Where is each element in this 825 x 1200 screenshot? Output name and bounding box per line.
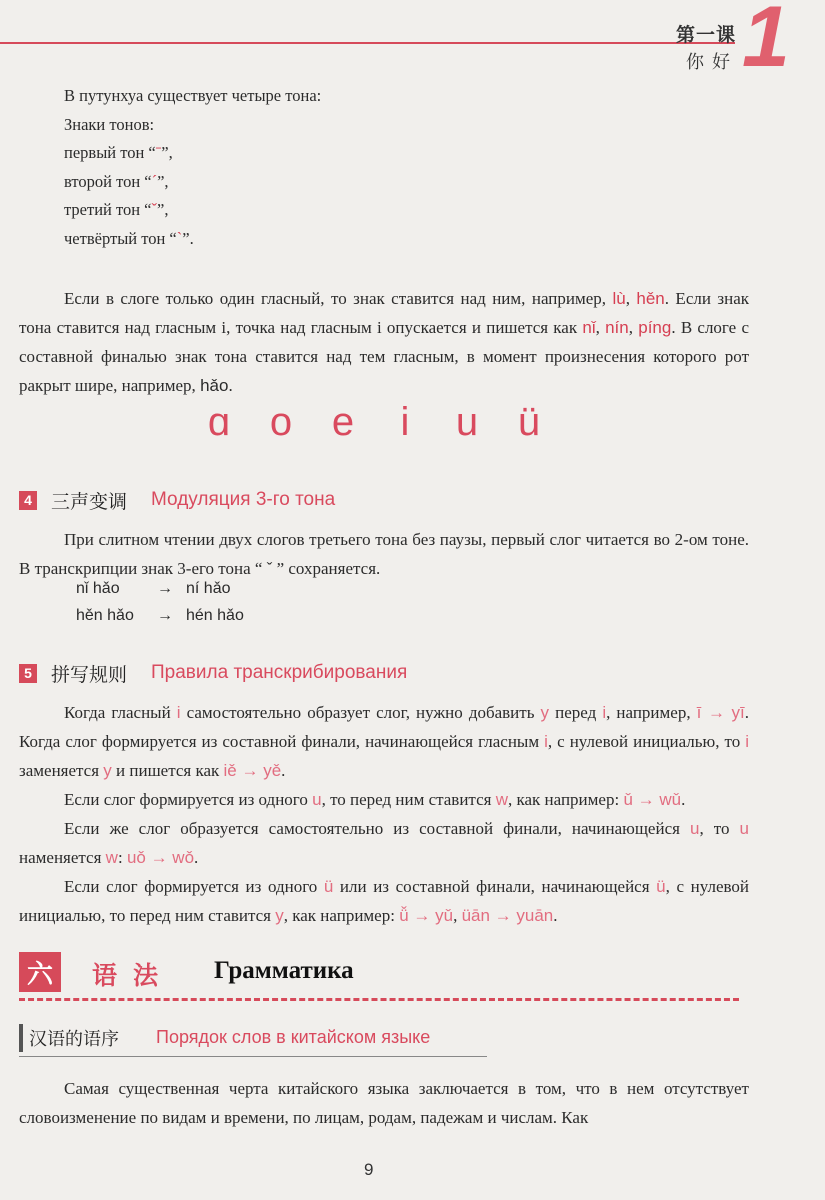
grammar-title-ru: Грамматика: [214, 957, 354, 984]
section-number-badge: 5: [19, 664, 37, 683]
dashed-divider: [19, 998, 739, 1001]
section-title-zh: 三声变调: [51, 490, 128, 513]
tones-intro: В путунхуа существует четыре тона:: [64, 86, 322, 105]
grammar-title-zh: 语法: [92, 961, 175, 990]
vowel: ɑ: [207, 400, 231, 444]
subheading-underline: [19, 1056, 487, 1057]
page-number: 9: [364, 1160, 374, 1179]
section-number-badge: 4: [19, 491, 37, 510]
tone-placement-paragraph: Если в слоге только один гласный, то знак ставится над ним, например, lù, hěn. Если знак тона ставится над гласным i, точка над гласным i опускается и пишется как nǐ, nín, píng. В слоге с составной финалью знак тона ставится над тем гласным, в момент произнесения которого рот ракрыт шире, например, hǎo.: [19, 289, 750, 395]
vowel: u: [455, 400, 479, 444]
section-5-heading: [19, 660, 407, 686]
example-from: hěn hǎo: [76, 607, 134, 624]
lesson-number: 1: [742, 0, 790, 85]
example-arrow: →: [157, 580, 173, 597]
vowel: i: [400, 400, 410, 444]
example-from: nǐ hǎo: [76, 580, 120, 597]
section-title-zh: 拼写规则: [51, 663, 128, 686]
tones-signs-label: Знаки тонов:: [64, 115, 155, 134]
tone-item-2: второй тон “ˊ”,: [64, 172, 169, 191]
header-rule: [0, 42, 735, 44]
grammar-text: Самая существенная черта китайского языка заключается в том, что в нем отсутствует словоизменение по видам и времени, по лицам, родам, падежам и числам. Как: [19, 1079, 749, 1127]
rule-paragraph: Если слог формируется из одного ü или из составной финали, начинающейся ü, с нулевой инициалью, то перед ним ставится y, как например: ǚ → yǔ, üān → yuān.: [19, 877, 749, 925]
lesson-title: 你好: [686, 52, 738, 73]
tone-item-1: первый тон “ˉ”,: [64, 143, 173, 162]
vowel: ü: [517, 400, 541, 444]
subheading-bar: [19, 1024, 23, 1052]
section-4-text: При слитном чтении двух слогов третьего тона без паузы, первый слог читается во 2-ом тоне. В транскрипции знак 3-его тона “ ˇ ” сохраняется.: [19, 530, 749, 578]
lesson-label: 第一课: [676, 24, 737, 46]
tone-mark: ˋ: [176, 229, 183, 248]
tone-mark: ˇ: [151, 200, 158, 219]
example-arrow: →: [157, 607, 173, 624]
section-5-text: [19, 698, 749, 930]
word-order-title-zh: 汉语的语序: [29, 1029, 119, 1050]
rule-paragraph: Если слог формируется из одного u, то перед ним ставится w, как например: ǔ → wǔ.: [64, 790, 686, 809]
section-title-ru: Модуляция 3-го тона: [151, 489, 336, 510]
section-title-ru: Правила транскрибирования: [151, 662, 408, 683]
example-to: ní hǎo: [186, 580, 231, 597]
example-to: hén hǎo: [186, 607, 244, 624]
tone-item-4: четвёртый тон “ˋ”.: [64, 229, 194, 248]
tone-mark: ˉ: [155, 143, 162, 162]
vowel: e: [331, 400, 355, 444]
tone-item-3: третий тон “ˇ”,: [64, 200, 169, 219]
vowel: o: [269, 400, 293, 444]
grammar-section-badge: 六: [19, 952, 61, 992]
tone-mark: ˊ: [151, 172, 158, 191]
rule-paragraph: Когда гласный i самостоятельно образует слог, нужно добавить y перед i, например, ī → yī. Когда слог формируется из составной финали, начинающейся гласным i, с нулевой инициалью, то i заменяется y и пишется как iě → yě.: [19, 703, 749, 780]
section-4-heading: [19, 487, 335, 513]
rule-paragraph: Если же слог образуется самостоятельно из составной финали, начинающейся u, то u наменяется w: uǒ → wǒ.: [19, 819, 749, 867]
word-order-title-ru: Порядок слов в китайском языке: [156, 1027, 431, 1047]
vowels-row: [188, 400, 560, 445]
